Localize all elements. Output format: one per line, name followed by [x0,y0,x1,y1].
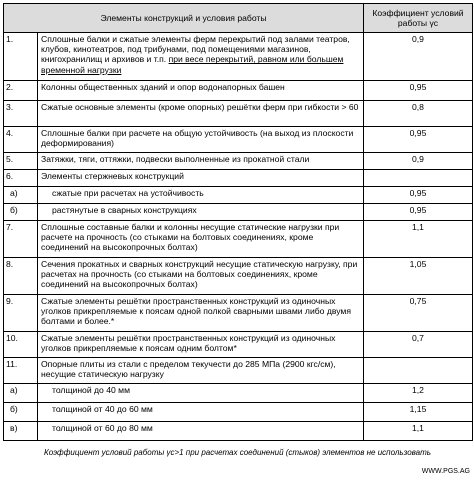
coefficients-table [3,3,473,441]
footnote: Коэффициент условий работы γс>1 при расчетах соединений (стыков) элементов не использовать [44,448,431,457]
row-text: Сплошные балки и сжатые элементы ферм перекрытий под залами театров, клубов, кинотеатров, под трибунами, под помещениями магазинов, книгохранилищ и архивов и т.п. при весе перекрытий, равном или большем временной нагрузки [38,33,364,81]
row-text: Опорные плиты из стали с пределом текучести до 285 МПа (2900 кгс/см), несущие статическую нагрузку [38,358,364,384]
row-value: 1,05 [364,258,473,295]
row-number: 11. [4,358,38,384]
row-text: растянутые в сварных конструкциях [38,204,364,221]
row-number: 6. [4,170,38,187]
table-row [4,403,473,422]
row-value [364,170,473,187]
row-number: 1. [4,33,38,81]
row-number: б) [4,403,38,422]
table-row [4,187,473,204]
row-text: Сжатые элементы решётки пространственных конструкций из одиночных уголков прикрепляемые к поясам одной полкой сварными швами либо двумя болтами и более.* [38,295,364,332]
table-row [4,258,473,295]
row-value: 0,9 [364,153,473,170]
row-text: толщиной от 60 до 80 мм [38,422,364,441]
table-row [4,153,473,170]
table-row [4,170,473,187]
row-value: 0,9 [364,33,473,81]
table-row [4,384,473,403]
row-number: 10. [4,332,38,358]
table-row [4,295,473,332]
table-row [4,81,473,101]
row-text: Сплошные составные балки и колонны несущие статические нагрузки при расчете на прочность (со стыками на болтовых соединениях, кроме соединений на высокопрочных болтах) [38,221,364,258]
table-row [4,127,473,153]
row-text: Колонны общественных зданий и опор водонапорных башен [38,81,364,101]
row-number: 8. [4,258,38,295]
table-row [4,101,473,127]
row-value: 0,95 [364,204,473,221]
column-header-coefficient: Коэффициент условий работы γс [364,4,473,33]
table-row [4,358,473,384]
table-row [4,221,473,258]
row-text: толщиной до 40 мм [38,384,364,403]
row-value [364,358,473,384]
row-text: Сжатые элементы решётки пространственных конструкций из одиночных уголков прикрепляемые к поясам одним болтом* [38,332,364,358]
row-text: Сжатые основные элементы (кроме опорных) решётки ферм при гибкости > 60 [38,101,364,127]
table-row [4,332,473,358]
row-text: сжатые при расчетах на устойчивость [38,187,364,204]
row-number: а) [4,187,38,204]
row-text-underlined: при весе перекрытий, равном или большем временной нагрузки [41,54,344,75]
row-text: Затяжки, тяги, оттяжки, подвески выполненные из прокатной стали [38,153,364,170]
row-number: а) [4,384,38,403]
row-number: 4. [4,127,38,153]
row-number: 7. [4,221,38,258]
row-number: б) [4,204,38,221]
row-number: в) [4,422,38,441]
row-value: 0,95 [364,127,473,153]
row-number: 3. [4,101,38,127]
row-text: толщиной от 40 до 60 мм [38,403,364,422]
row-value: 1,1 [364,422,473,441]
column-header-elements: Элементы конструкций и условия работы [4,4,364,33]
row-value: 1,2 [364,384,473,403]
row-value: 0,8 [364,101,473,127]
row-value: 1,1 [364,221,473,258]
row-value: 0,75 [364,295,473,332]
row-text: Элементы стержневых конструкций [38,170,364,187]
row-number: 9. [4,295,38,332]
site-watermark: WWW.PGS.AG [421,468,470,475]
row-number: 5. [4,153,38,170]
row-value: 0,7 [364,332,473,358]
row-value: 1,15 [364,403,473,422]
row-value: 0,95 [364,81,473,101]
row-text: Сечения прокатных и сварных конструкций несущие статическую нагрузку, при расчетах на прочность (со стыками на болтовых соединениях, кроме соединений на высокопрочных болтах) [38,258,364,295]
row-text: Сплошные балки при расчете на общую устойчивость (на выход из плоскости деформирования) [38,127,364,153]
row-value: 0,95 [364,187,473,204]
table-row [4,204,473,221]
table-row [4,33,473,81]
table-row [4,422,473,441]
row-number: 2. [4,81,38,101]
table-header-row [4,4,473,33]
